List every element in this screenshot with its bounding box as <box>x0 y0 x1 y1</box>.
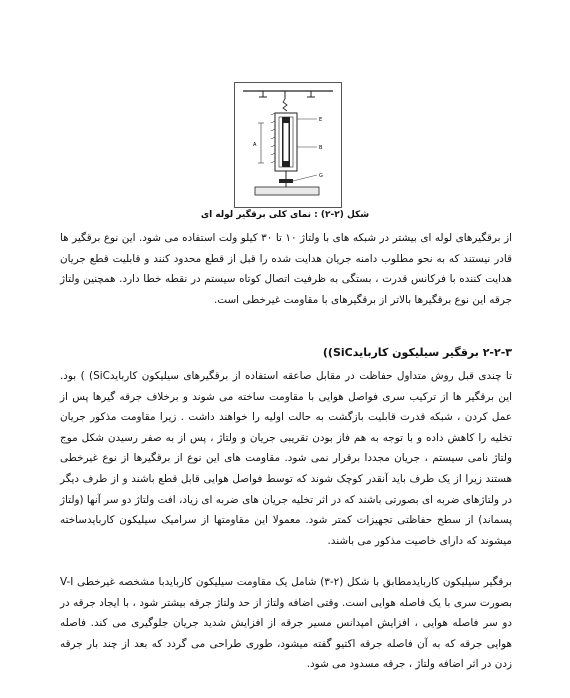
paragraph-sic-operation: برقگیر سیلیکون کاربایدمطابق با شکل (۲-۳) شامل یک مقاومت سیلیکون کاربایدبا مشخصه غیرخطی V-I بصورت سری با یک فاصله هوایی است. وقتی اضافه ولتاژ از حد ولتاژ جرقه بیشتر شود ، با ایجاد جرقه در دو سر فاصله هوایی ، افزایش امپدانس مسیر جرقه از افزایش شدید جریان جلوگیری می کند. فاصله هوایی جرقه که به آن فاصله جرقه اکتیو گفته میشود، طوری طراحی می گردد که بعد از چند بار جرقه زدن در اثر اضافه ولتاژ ، جرقه مسدود می شود. <box>60 576 513 671</box>
paragraph-sic-intro: تا چندی قبل روش متداول حفاظت در مقابل صاعقه استفاده از برقگیرهای سیلیکون کاربایدSiC) ) بود. این برقگیر ها از ترکیب سری فواصل هوایی با مقاومت ساخته می شوند و برخلاف جرقه گیرها پس از عمل کردن ، شبکه قدرت قابلیت بازگشت به حالت اولیه را خواهند داشت . زیرا مقاومت مذکور جریان تخلیه را کاهش داده و با توجه به هم فاز بودن تقریبی جریان و ولتاژ ، پس از به صفر رسیدن شکل موج ولتاژ نامی سیستم ، جریان مجددا برقرار نمی شود. مقاومت های این نوع از برقگیرها از نوع غیرخطی هستند زیرا از یک طرف باید آنقدر کوچک شوند که توسط فواصل هوایی قابل قطع باشند و از طرف دیگر در ولتاژهای ضربه ای بصورتی باشند که در اثر تخلیه جریان های ضربه ای زیاد، افت ولتاژ دو سر آنها (ولتاژ پسماند) از سطح حفاظتی تجهیزات کمتر شود. معمولا این مقاومتها از سرامیک سیلیکون کاربایدساخته میشوند که دارای خاصیت مذکور می باشند. <box>60 370 512 547</box>
label-e: E <box>319 117 323 123</box>
figure-caption: شکل (۲-۲) : نمای کلی برقگیر لوله ای <box>200 210 370 220</box>
label-b: B <box>319 145 323 151</box>
bottom-electrode <box>279 179 293 183</box>
tube-arrester-figure <box>234 82 342 208</box>
label-a: A <box>253 142 257 148</box>
paragraph-tube-arresters: از برقگیرهای لوله ای بیشتر در شبکه های با ولتاژ ۱۰ تا ۳۰ کیلو ولت استفاده می شود. این نوع برقگیر ها قادر نیستند که به نحو مطلوب دامنه جریان هدایت شده را قبل از قطع محدود کنند و قابلیت قطع جریان هدایت کننده با فرکانس قدرت ، بستگی به ظرفیت اتصال کوتاه سیستم در نقطه خطا دارد. همچنین ولتاژ جرقه این نوع برقگیرها بالاتر از برقگیرهای با مقاومت غیرخطی است. <box>60 232 512 306</box>
ground-base <box>255 187 319 195</box>
section-heading: ۲-۲-۳ برقگیر سیلیکون کاربایدSiC)) <box>322 346 512 359</box>
label-g: G <box>319 173 323 179</box>
series-gap <box>283 99 287 111</box>
tube-arrester-diagram <box>235 83 341 207</box>
